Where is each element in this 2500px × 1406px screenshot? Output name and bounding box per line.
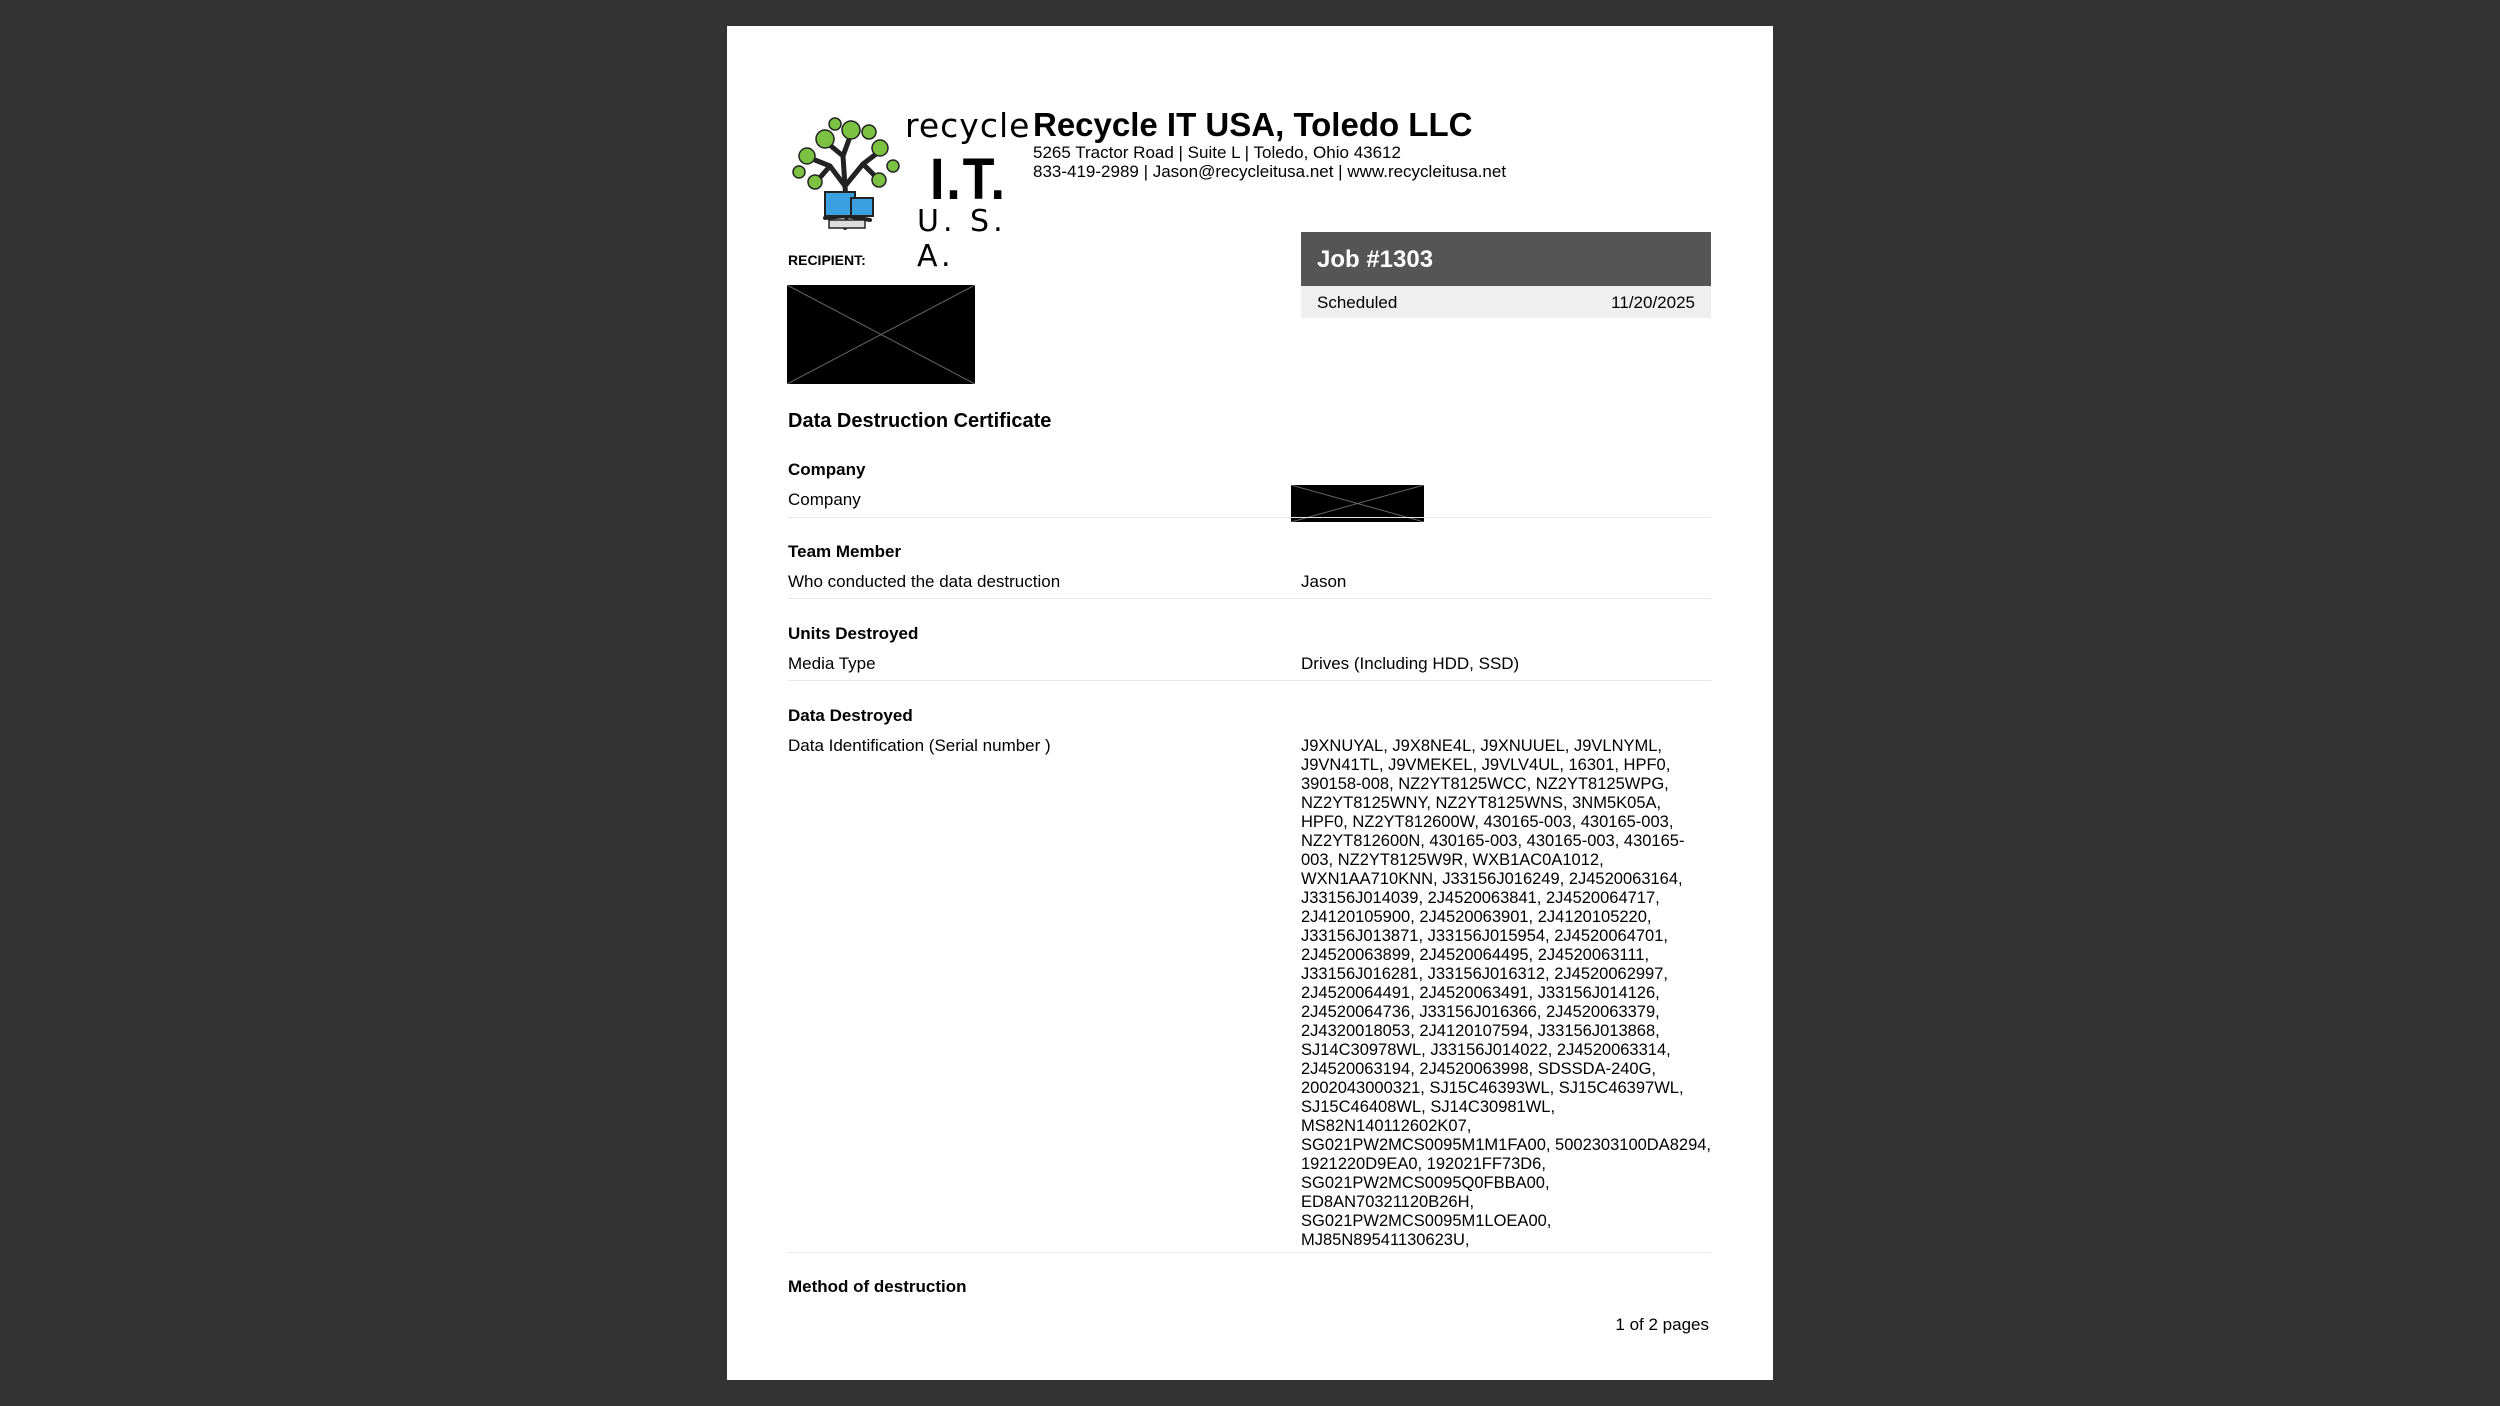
job-date: 11/20/2025 [1611, 293, 1695, 312]
section-heading-team-member: Team Member [788, 542, 902, 561]
certificate-title: Data Destruction Certificate [788, 410, 1052, 432]
tree-icon [785, 106, 915, 236]
logo-sub-text: U. S. A. [917, 204, 1007, 274]
divider [788, 680, 1711, 681]
row-label-media-type: Media Type [788, 654, 876, 673]
recipient-redacted-block [787, 285, 975, 384]
job-header [1301, 232, 1711, 286]
job-title: Job #1303 [1317, 246, 1434, 273]
document-page [727, 26, 1773, 1380]
row-value-media-type: Drives (Including HDD, SSD) [1301, 654, 1520, 673]
section-heading-company: Company [788, 460, 866, 479]
job-status: Scheduled [1317, 293, 1398, 312]
row-label-data-identification: Data Identification (Serial number ) [788, 736, 1051, 755]
company-address: 5265 Tractor Road | Suite L | Toledo, Ohio 43612 [1033, 143, 1401, 162]
recipient-label: RECIPIENT: [788, 252, 866, 268]
divider [788, 598, 1711, 599]
row-label-company: Company [788, 490, 861, 509]
serial-number-list: J9XNUYAL, J9X8NE4L, J9XNUUEL, J9VLNYML, J9VN41TL, J9VMEKEL, J9VLV4UL, 16301, HPF0, 390158-008, NZ2YT8125WCC, NZ2YT8125WPG, NZ2YT8125WNY, NZ2YT8125WNS, 3NM5K05A, HPF0, NZ2YT812600W, 430165-003, 430165-003, NZ2YT812600N, 430165-003, 430165-003, 430165-003, NZ2YT8125W9R, WXB1AC0A1012, WXN1AA710KNN, J33156J016249, 2J4520063164, J33156J014039, 2J4520063841, 2J4520064717, 2J4120105900, 2J4520063901, 2J4120105220, J33156J013871, J33156J015954, 2J4520064701, 2J4520063899, 2J4520064495, 2J4520063111, J33156J016281, J33156J016312, 2J4520062997, 2J4520064491, 2J4520063491, J33156J014126, 2J4520064736, J33156J016366, 2J4520063379, 2J4320018053, 2J4120107594, J33156J013868, SJ14C30978WL, J33156J014022, 2J4520063314, 2J4520063194, 2J4520063998, SDSSDA-240G, 2002043000321, SJ15C46393WL, SJ15C46397WL, SJ15C46408WL, SJ14C30981WL, MS82N140112602K07, SG021PW2MCS0095M1M1FA00, 5002303100DA8294, 1921220D9EA0, 192021FF73D6, SG021PW2MCS0095Q0FBBA00, ED8AN70321120B26H, SG021PW2MCS0095M1LOEA00, MJ85N89541130623U, [1301, 737, 1712, 1249]
section-heading-data-destroyed: Data Destroyed [788, 706, 913, 725]
company-name: Recycle IT USA, Toledo LLC [1033, 106, 1473, 143]
job-schedule-row [1301, 286, 1711, 318]
section-heading-method: Method of destruction [788, 1277, 967, 1296]
logo-script-text: recycle [905, 106, 1031, 145]
company-contact: 833-419-2989 | Jason@recycleitusa.net | www.recycleitusa.net [1033, 162, 1507, 181]
divider [788, 517, 1711, 518]
divider [788, 1252, 1711, 1253]
row-value-team-member: Jason [1301, 572, 1347, 591]
row-label-team-member: Who conducted the data destruction [788, 572, 1061, 591]
page-count: 1 of 2 pages [1615, 1315, 1709, 1334]
section-heading-units-destroyed: Units Destroyed [788, 624, 919, 643]
logo-main-text: I.T. [930, 147, 1007, 212]
